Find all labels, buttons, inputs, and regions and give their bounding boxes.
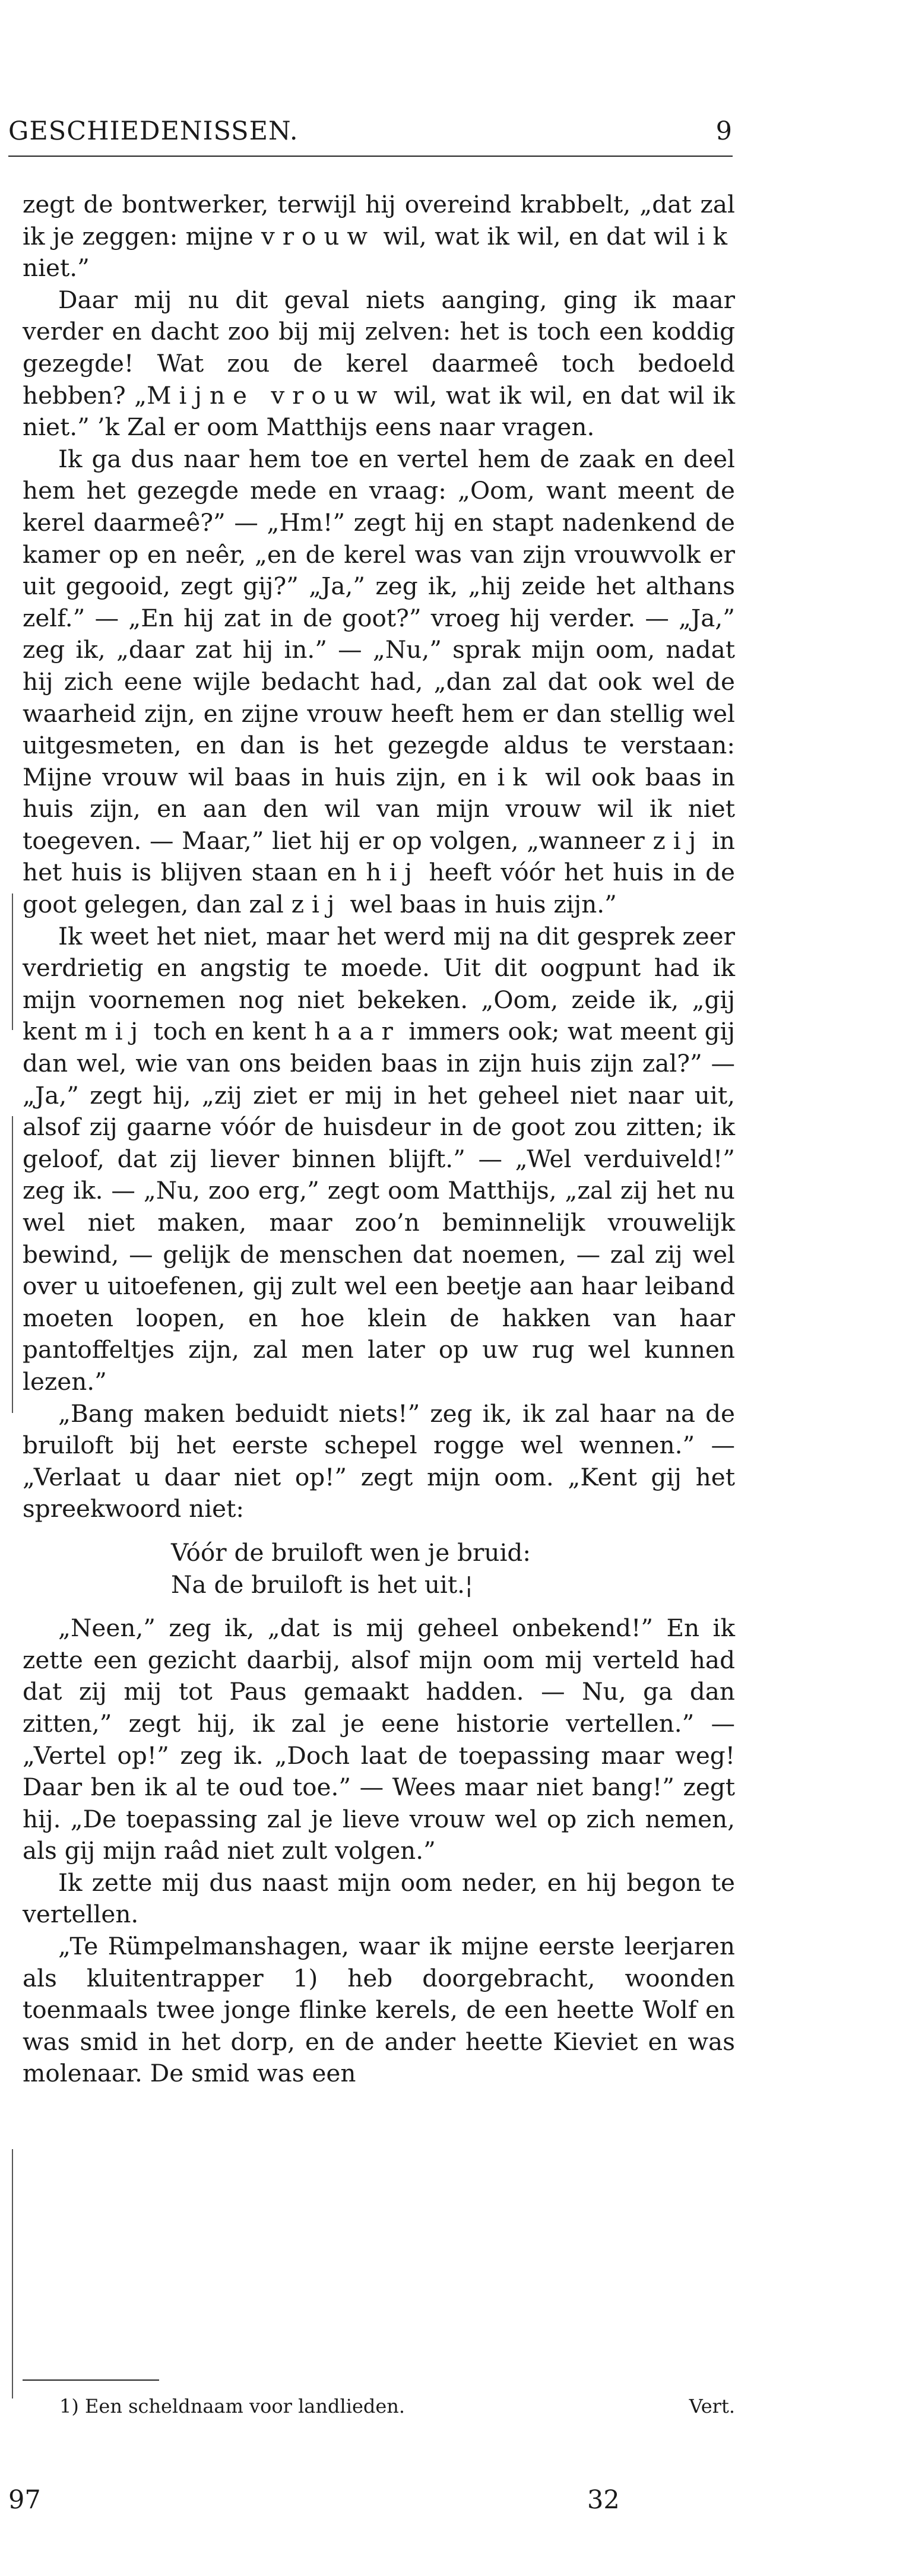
- paragraph-text: Daar mij nu dit geval niets aanging, ging ik maar verder en dacht zoo bij mij zelven: het is toch een koddig gezegde! Wat zou de kerel daarmeê toch bedoeld hebben? „: [23, 285, 735, 410]
- footnote-text: 1) Een scheldnaam voor landlieden.: [59, 2395, 406, 2417]
- verse-line: Na de bruiloft is het uit.¦: [171, 1570, 473, 1599]
- verse-line: Vóór de bruiloft wen je bruid:: [171, 1538, 531, 1567]
- header-rule: [8, 156, 733, 157]
- paragraph-text: „Te Rümpelmanshagen, waar ik mijne eerste leerjaren als kluitentrapper 1) heb doorgebracht, woonden toenmaals twee jonge flinke kerels, de een heette Wolf en was smid in het dorp, en de ander heette Kieviet en was molenaar. De smid was een: [23, 1932, 735, 2088]
- emphasized-text: mij: [84, 1017, 146, 1046]
- paragraph-text: „Bang maken beduidt niets!” zeg ik, ik zal haar na de bruiloft bij het eerste schepel rogge wel wennen.” — „Verlaat u daar niet op!” zegt mijn oom. „Kent gij het spreekwoord niet:: [23, 1399, 735, 1523]
- emphasized-text: Mijne vrouw: [147, 381, 385, 410]
- body-paragraph: [23, 284, 735, 443]
- paragraph-text: toch en kent: [145, 1017, 315, 1046]
- body-paragraph: [23, 443, 735, 921]
- page-number: 9: [715, 116, 733, 146]
- body-text: [23, 189, 735, 2090]
- body-paragraph: [23, 1612, 735, 1867]
- body-paragraph: [23, 1398, 735, 1525]
- paragraph-text: wil, wat ik wil, en dat wil ik niet.” ’k Zal er oom Matthijs eens naar vragen.: [23, 381, 735, 442]
- footnote-credit: Vert.: [689, 2395, 735, 2417]
- paragraph-text: Ik ga dus naar hem toe en vertel hem de zaak en deel hem het gezegde mede en vraag: „Oom, want meent de kerel daarmeê?” — „Hm!” zegt hij en stapt nadenkend de kamer op en neêr, „en de kerel was van zijn vrouwvolk er uit gegooid, zegt gij?” „Ja,” zeg ik, „hij zeide het althans zelf.” — „En hij zat in de goot?” vroeg hij verder. — „Ja,” zeg ik, „daar zat hij in.” — „Nu,” sprak mijn oom, nadat hij zich eene wijle bedacht had, „dan zal dat ook wel de waarheid zijn, en zijne vrouw heeft hem er dan stellig wel uitgesmeten, en dan is het gezegde aldus te verstaan: Mijne vrouw wil baas in huis zijn, en: [23, 444, 735, 791]
- paragraph-text: zegt de bontwerker, terwijl hij overeind krabbelt, „dat zal ik je zeggen: mijne: [23, 190, 735, 251]
- emphasized-text: hij: [366, 858, 420, 887]
- paragraph-text: „Neen,” zeg ik, „dat is mij geheel onbekend!” En ik zette een gezicht daarbij, alsof mijn oom mij verteld had dat zij mij tot Paus gemaakt hadden. — Nu, ga dan zitten,” zegt hij, ik zal je eene historie vertellen.” — „Vertel op!” zeg ik. „Doch laat de toepassing maar weg! Daar ben ik al te oud toe.” — Wees maar niet bang!” zegt hij. „De toepassing zal je lieve vrouw wel op zich nemen, als gij mijn raâd niet zult volgen.”: [23, 1614, 735, 1865]
- emphasized-text: ik: [697, 221, 735, 251]
- body-paragraph: [23, 1867, 735, 1931]
- running-header: [8, 116, 739, 146]
- verse-block: [171, 1537, 735, 1601]
- footnote-rule: [23, 2379, 159, 2381]
- signature-mark-left: 97: [8, 2485, 41, 2515]
- body-paragraph: [23, 189, 735, 284]
- emphasized-text: vrouw: [261, 221, 376, 251]
- margin-mark: [12, 2149, 13, 2398]
- emphasized-text: zij: [652, 826, 704, 855]
- emphasized-text: ik: [497, 762, 535, 791]
- paragraph-text: immers ook; wat meent gij dan wel, wie van ons beiden baas in zijn huis zijn zal?” — „Ja,” zegt hij, „zij ziet er mij in het geheel niet naar uit, alsof zij gaarne vóór de huisdeur in de goot zou zitten; ik geloof, dat zij liever binnen blijft.” — „Wel verduiveld!” zeg ik. — „Nu, zoo erg,” zegt oom Matthijs, „zal zij het nu wel niet maken, maar zoo’n beminnelijk vrouwelijk bewind, — gelijk de menschen dat noemen, — zal zij wel over u uitoefenen, gij zult wel een beetje aan haar leiband moeten loopen, en hoe klein de hakken van haar pantoffeltjes zijn, zal men later op uw rug wel kunnen lezen.”: [23, 1017, 736, 1396]
- emphasized-text: haar: [314, 1017, 401, 1046]
- emphasized-text: zij: [291, 890, 343, 919]
- paragraph-text: in het huis is blijven staan en: [23, 826, 735, 887]
- paragraph-text: niet.”: [23, 254, 90, 283]
- paragraph-text: wil, wat ik wil, en dat wil: [375, 221, 698, 251]
- paragraph-text: wel baas in huis zijn.”: [342, 890, 617, 919]
- paragraph-text: wil ook baas in huis zijn, en aan den wil van mijn vrouw wil ik niet toegeven. — Maar,” liet hij er op volgen, „wanneer: [23, 762, 735, 855]
- body-paragraph: [23, 1931, 735, 2090]
- margin-mark: [12, 1116, 13, 1413]
- paragraph-text: heeft vóór het huis in de goot gelegen, dan zal: [23, 858, 735, 919]
- paragraph-text: Ik weet het niet, maar het werd mij na dit gesprek zeer verdrietig en angstig te moede. Uit dit oogpunt had ik mijn voornemen nog niet bekeken. „Oom, zeide ik, „gij kent: [23, 921, 735, 1046]
- running-title: GESCHIEDENISSEN.: [8, 116, 299, 146]
- body-paragraph: [23, 921, 735, 1398]
- signature-mark-center: 32: [587, 2485, 620, 2515]
- margin-mark: [12, 893, 13, 1030]
- paragraph-text: Ik zette mij dus naast mijn oom neder, en hij begon te vertellen.: [23, 1868, 735, 1929]
